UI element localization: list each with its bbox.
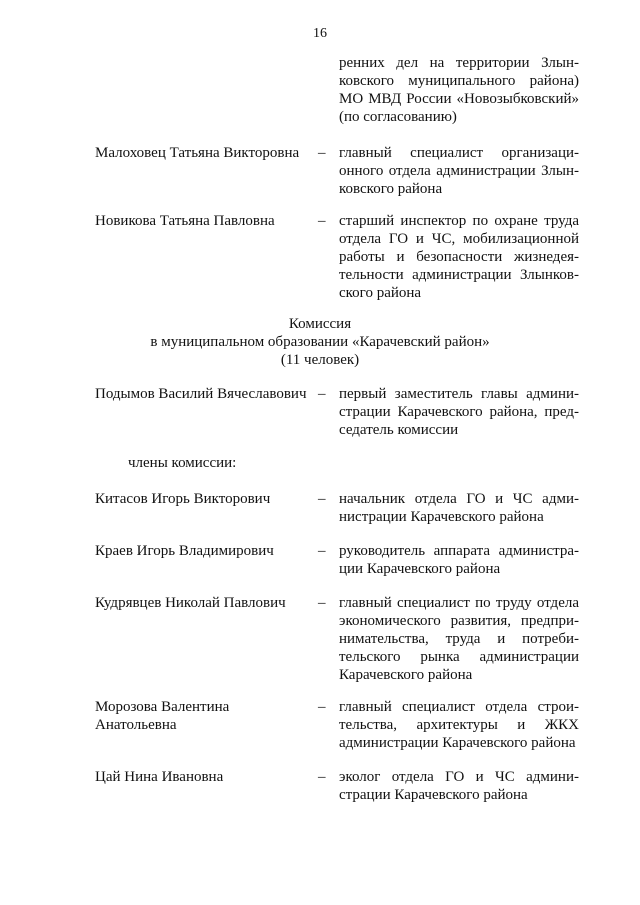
text-line: тельского рынка администрации [339,649,579,665]
person-role [339,144,579,198]
text-line: страции Карачевского района [339,787,528,803]
text-line: администрации Карачевского района [339,735,576,751]
person-name: Кудрявцев Николай Павлович [95,595,286,611]
text-line: ковского муниципального района) [339,73,579,89]
text-line: тельства, архитектуры и ЖКХ [339,717,579,733]
person-name: Краев Игорь Владимирович [95,543,274,559]
text-line: нистрации Карачевского района [339,509,544,525]
text-line: работы и безопасности жизнедея- [339,249,579,265]
commission-count: (11 человек) [280,352,360,368]
text-line: тельности администрации Злынков- [339,267,579,283]
text-line: старший инспектор по охране труда [339,213,579,229]
text-line: ского района [339,285,422,301]
person-role [339,768,579,804]
person-role [339,490,579,526]
text-line: страции Карачевского района, пред- [339,404,579,420]
dash: – [318,213,326,229]
dash: – [318,595,326,611]
text-line: отдела ГО и ЧС, мобилизационной [339,231,579,247]
person-name: Подымов Василий Вячеславович [95,386,307,402]
person-role [339,594,579,684]
text-line: начальник отдела ГО и ЧС адми- [339,491,579,507]
person-role [339,212,579,302]
text-line: руководитель аппарата администра- [339,543,579,559]
dash: – [318,543,326,559]
continuation-text [339,54,579,126]
members-label: члены комиссии: [128,455,237,471]
commission-subtitle: в муниципальном образовании «Карачевский район» [150,334,490,350]
text-line: ренних дел на территории Злын- [339,55,579,71]
person-name: Новикова Татьяна Павловна [95,213,275,229]
text-line: (по согласованию) [339,109,457,125]
person-role [339,698,579,752]
person-name: Малоховец Татьяна Викторовна [95,145,300,161]
person-name: Цай Нина Ивановна [95,769,224,785]
text-line: ции Карачевского района [339,561,501,577]
text-line: главный специалист по труду отдела [339,595,579,611]
text-line: МО МВД России «Новозыбковский» [339,91,579,107]
text-line: онного отдела администрации Злын- [339,163,579,179]
text-line: первый заместитель главы админи- [339,386,579,402]
text-line: эколог отдела ГО и ЧС админи- [339,769,579,785]
text-line: нимательства, труда и потреби- [339,631,579,647]
text-line: седатель комиссии [339,422,459,438]
text-line: главный специалист отдела строи- [339,699,579,715]
commission-title: Комиссия [288,316,352,332]
dash: – [318,145,326,161]
person-name: Китасов Игорь Викторович [95,491,271,507]
commission-heading [0,315,640,369]
dash: – [318,699,326,715]
person-name: Морозова Валентина Анатольевна [95,699,230,733]
text-line: экономического развития, предпри- [339,613,579,629]
person-role [339,542,579,578]
dash: – [318,769,326,785]
person-role [339,385,579,439]
text-line: ковского района [339,181,443,197]
text-line: Карачевского района [339,667,473,683]
text-line: главный специалист организаци- [339,145,579,161]
dash: – [318,491,326,507]
dash: – [318,386,326,402]
page-number: 16 [313,26,327,41]
